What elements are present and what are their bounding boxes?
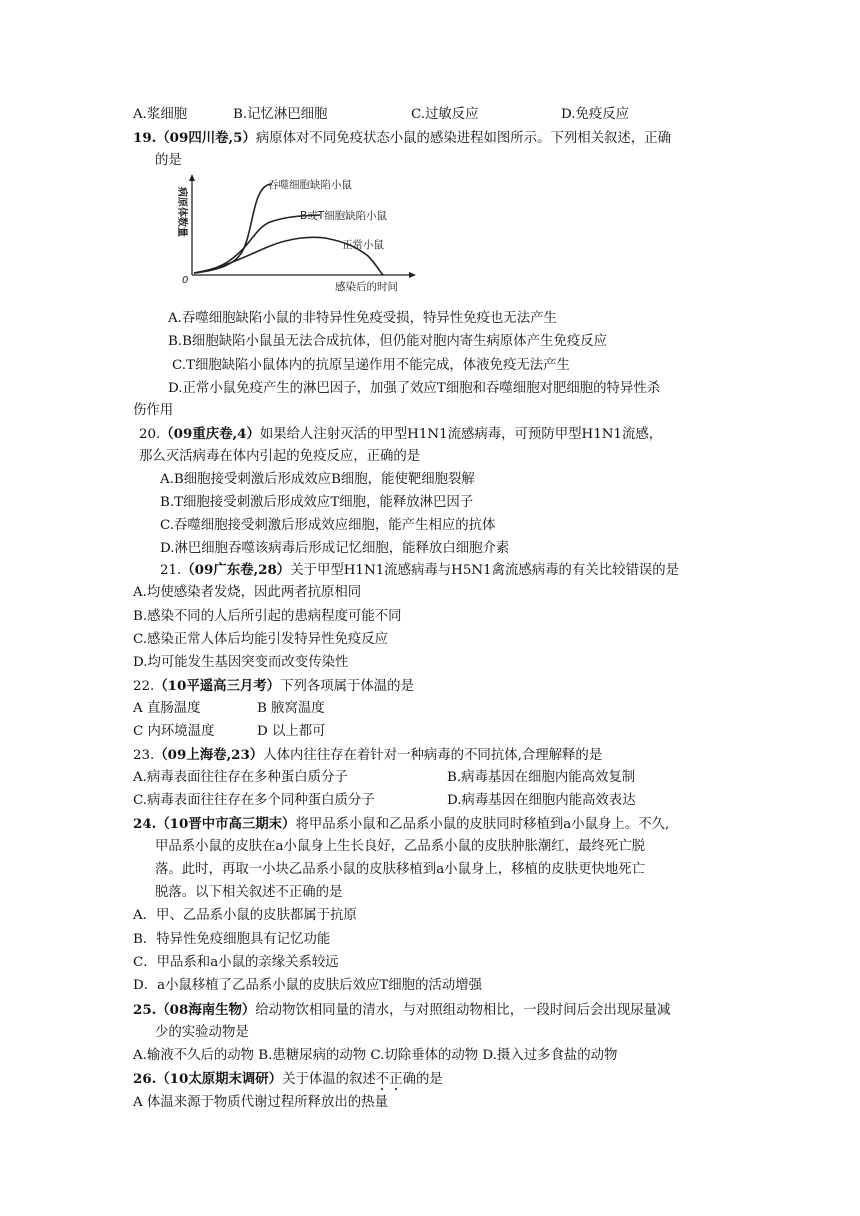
q19-source: （09四川卷,5） — [156, 130, 256, 146]
q18-options — [133, 105, 629, 125]
q22-stem-text: 下列各项属于体温的是 — [280, 679, 414, 694]
q18-option-d: D.免疫反应 — [561, 107, 630, 122]
curve-label-phagocyte-deficient: 吞噬细胞缺陷小鼠 — [268, 179, 352, 191]
q24-option-c: C．甲品系和a小鼠的亲缘关系较远 — [133, 955, 339, 970]
q23-options-ab — [133, 768, 635, 788]
q24-source: （10晋中市高三期末） — [156, 816, 296, 832]
q20-stem-cont: 那么灭活病毒在体内引起的免疫反应，正确的是 — [139, 449, 421, 464]
q19-stem-text: 病原体对不同免疫状态小鼠的感染进程如图所示。下列相关叙述，正确 — [255, 131, 671, 146]
q24-stem — [133, 814, 669, 835]
curve-label-normal: 正常小鼠 — [342, 239, 384, 251]
q24-option-d: D．a小鼠移植了乙品系小鼠的皮肤后效应T细胞的活动增强 — [133, 978, 483, 993]
q22-stem — [133, 676, 414, 697]
q25-stem-cont: 少的实验动物是 — [155, 1025, 249, 1040]
q22-number: 22. — [133, 679, 155, 694]
q24-stem-cont-2: 落。此时，再取一小块乙品系小鼠的皮肤移植到a小鼠身上，移植的皮肤更快地死亡 — [155, 862, 646, 877]
q25-source: （08海南生物） — [156, 1002, 256, 1018]
q24-option-b: B．特异性免疫细胞具有记忆功能 — [133, 932, 331, 947]
q21-option-a: A.均使感染者发烧，因此两者抗原相同 — [133, 585, 362, 600]
q19-option-d-cont: 伤作用 — [133, 403, 174, 418]
q22-source: （10平遥高三月考） — [154, 678, 281, 694]
q23-stem — [133, 745, 602, 766]
q21-option-c: C.感染正常人体后均能引发特异性免疫反应 — [133, 632, 389, 647]
q23-option-d: D.病毒基因在细胞内能高效表达 — [447, 793, 636, 808]
q21-option-d: D.均可能发生基因突变而改变传染性 — [133, 655, 349, 670]
q19-option-b: B.B细胞缺陷小鼠虽无法合成抗体，但仍能对胞内寄生病原体产生免疫反应 — [168, 334, 608, 349]
q22-option-d: D 以上都可 — [257, 724, 326, 739]
q23-source: （09上海卷,23） — [154, 747, 264, 763]
q21-stem — [160, 560, 679, 581]
q22-option-a: A 直肠温度 — [133, 701, 201, 716]
q20-option-d: D.淋巴细胞吞噬该病毒后形成记忆细胞，能释放白细胞介素 — [160, 541, 510, 556]
q21-source: （09广东卷,28） — [181, 562, 291, 578]
y-axis-arrow — [189, 174, 195, 181]
q19-option-a: A.吞噬细胞缺陷小鼠的非特异性免疫受损，特异性免疫也无法产生 — [168, 311, 557, 326]
q26-source: （10太原期末调研） — [156, 1071, 283, 1087]
origin-label: 0 — [182, 275, 189, 286]
q25-stem — [133, 1000, 670, 1021]
q21-option-b: B.感染不同的人后所引起的患病程度可能不同 — [133, 609, 402, 624]
q26-number: 26. — [133, 1071, 157, 1087]
q23-option-b: B.病毒基因在细胞内能高效复制 — [447, 770, 636, 785]
curve-label-bt-deficient: B或T细胞缺陷小鼠 — [300, 210, 388, 222]
q24-stem-cont-3: 脱落。以下相关叙述不正确的是 — [155, 885, 343, 900]
q23-stem-text: 人体内往往存在着针对一种病毒的不同抗体,合理解释的是 — [263, 748, 603, 763]
curve-bt-deficient — [194, 215, 320, 273]
q20-option-b: B.T细胞接受刺激后形成效应T细胞，能释放淋巴因子 — [160, 495, 474, 510]
q18-option-b: B.记忆淋巴细胞 — [233, 107, 328, 122]
q22-option-b: B 腋窝温度 — [257, 701, 325, 716]
q26-stem-post: 确的是 — [402, 1072, 443, 1087]
y-axis-label: 病原体数量 — [176, 187, 187, 237]
q19-figure — [170, 172, 430, 302]
x-axis-label: 感染后的时间 — [335, 281, 398, 293]
q26-stem — [133, 1069, 443, 1090]
q25-stem-text: 给动物饮相同量的清水，与对照组动物相比，一段时间后会出现尿量减 — [255, 1003, 671, 1018]
q20-stem — [139, 424, 662, 445]
q24-number: 24. — [133, 816, 157, 832]
q20-option-c: C.吞噬细胞接受刺激后形成效应细胞，能产生相应的抗体 — [160, 518, 496, 533]
q19-option-d: D.正常小鼠免疫产生的淋巴因子，加强了效应T细胞和吞噬细胞对肥细胞的特异性杀 — [168, 381, 661, 396]
q25-options: A.输液不久后的动物 B.患糖尿病的动物 C.切除垂体的动物 D.摄入过多食盐的动物 — [133, 1048, 618, 1063]
q23-options-cd — [133, 791, 636, 811]
q26-option-a: A 体温来源于物质代谢过程所释放出的热量 — [133, 1095, 388, 1110]
q22-options-ab — [133, 699, 325, 719]
q20-source: （09重庆卷,4） — [160, 426, 260, 442]
q24-stem-cont-1: 甲品系小鼠的皮肤在a小鼠身上生长良好，乙品系小鼠的皮肤肿胀潮红，最终死亡脱 — [155, 839, 646, 854]
q23-option-c: C.病毒表面往往存在多个同种蛋白质分子 — [133, 793, 375, 808]
q18-option-c: C.过敏反应 — [411, 107, 479, 122]
q23-option-a: A.病毒表面往往存在多种蛋白质分子 — [133, 770, 348, 785]
q26-emphasis-2: 正 — [389, 1072, 403, 1087]
q21-number: 21. — [160, 563, 182, 578]
q19-stem — [133, 128, 671, 149]
q20-option-a: A.B细胞接受刺激后形成效应B细胞，能使靶细胞裂解 — [160, 472, 475, 487]
q21-stem-text: 关于甲型H1N1流感病毒与H5N1禽流感病毒的有关比较错误的是 — [290, 563, 680, 578]
q19-option-c: C.T细胞缺陷小鼠体内的抗原呈递作用不能完成，体液免疫无法产生 — [172, 358, 570, 373]
q18-option-a: A.浆细胞 — [133, 107, 188, 122]
x-axis-arrow — [409, 272, 416, 278]
q24-option-a: A．甲、乙品系小鼠的皮肤都属于抗原 — [133, 908, 357, 923]
q24-stem-text: 将甲品系小鼠和乙品系小鼠的皮肤同时移植到a小鼠身上。不久, — [295, 817, 670, 832]
q19-number: 19. — [133, 130, 157, 146]
q23-number: 23. — [133, 748, 155, 763]
q22-option-c: C 内环境温度 — [133, 724, 215, 739]
q20-number: 20. — [139, 427, 161, 442]
q19-stem-cont: 的是 — [155, 153, 182, 168]
q26-stem-pre: 关于体温的叙述 — [282, 1072, 376, 1087]
q26-emphasis-1: 不 — [375, 1072, 390, 1087]
q20-stem-text: 如果给人注射灭活的甲型H1N1流感病毒，可预防甲型H1N1流感， — [259, 427, 663, 442]
q25-number: 25. — [133, 1002, 157, 1018]
q22-options-cd — [133, 722, 326, 742]
